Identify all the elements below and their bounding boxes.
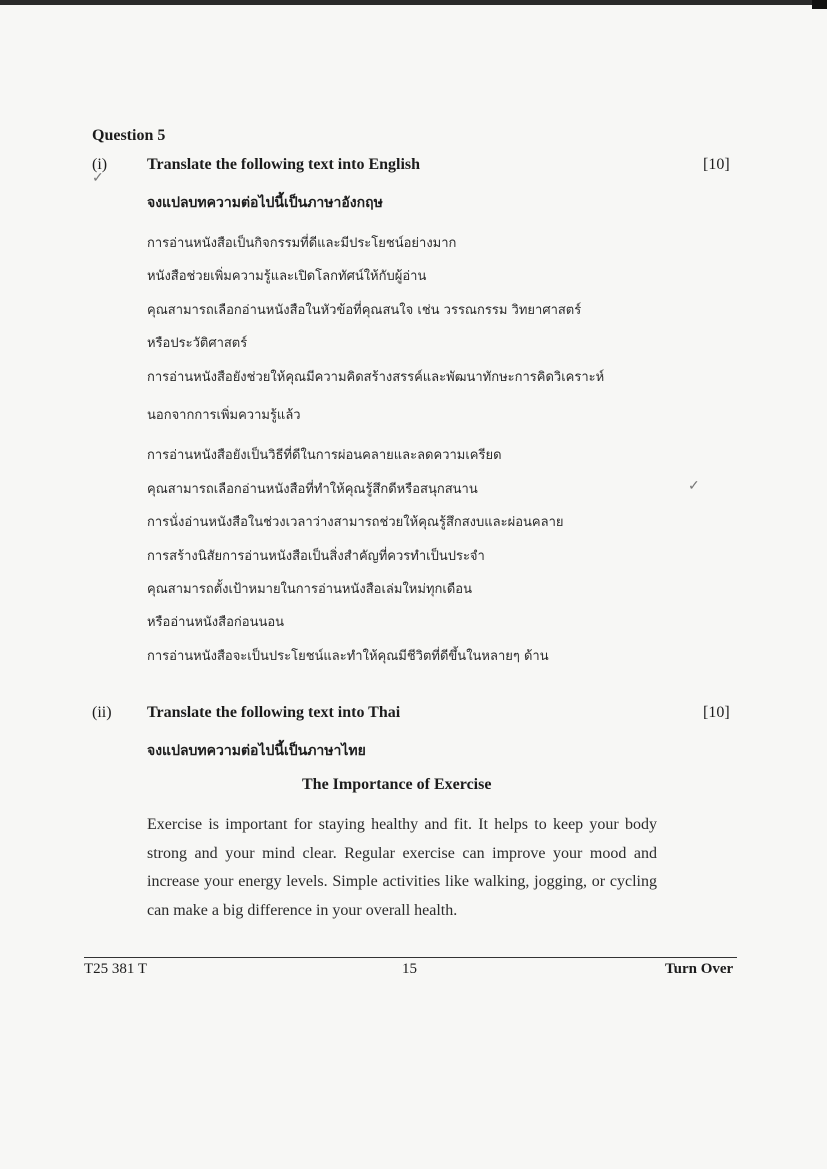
thai-line: การอ่านหนังสือเป็นกิจกรรมที่ดีและมีประโยชน์อย่างมาก	[147, 236, 457, 251]
thai-line: การอ่านหนังสือยังช่วยให้คุณมีความคิดสร้างสรรค์และพัฒนาทักษะการคิดวิเคราะห์	[147, 370, 605, 385]
footer-code: T25 381 T	[84, 961, 148, 977]
thai-line: การอ่านหนังสือจะเป็นประโยชน์และทำให้คุณมีชีวิตที่ดีขึ้นในหลายๆ ด้าน	[147, 649, 549, 664]
passage-paragraph: Exercise is important for staying healthy and fit. It helps to keep your body strong and your mind clear. Regular exercise can improve your mood and increase your energy levels. Simple activities like walking, jogging, or cycling can make a big difference in your overall health.	[147, 816, 657, 919]
thai-line: คุณสามารถตั้งเป้าหมายในการอ่านหนังสือเล่มใหม่ทุกเดือน	[147, 582, 472, 597]
part-i-instruction: Translate the following text into English	[147, 156, 421, 173]
footer-rule	[84, 957, 737, 958]
thai-line: นอกจากการเพิ่มความรู้แล้ว	[147, 408, 301, 423]
part-ii-instruction: Translate the following text into Thai	[147, 704, 401, 721]
part-ii-thai-instruction: จงแปลบทความต่อไปนี้เป็นภาษาไทย	[147, 743, 366, 759]
part-i-number: (i)	[92, 156, 108, 173]
question-title: Question 5	[92, 127, 166, 144]
scan-edge-corner	[812, 0, 827, 9]
thai-line: การอ่านหนังสือยังเป็นวิธีที่ดีในการผ่อนคลายและลดความเครียด	[147, 448, 502, 463]
passage-title: The Importance of Exercise	[302, 776, 492, 793]
thai-line: หรืออ่านหนังสือก่อนนอน	[147, 615, 285, 630]
pencil-tick-icon: ✓	[92, 171, 104, 186]
footer-turn-over: Turn Over	[665, 961, 734, 977]
thai-line: หนังสือช่วยเพิ่มความรู้และเปิดโลกทัศน์ให้กับผู้อ่าน	[147, 269, 427, 284]
thai-line: หรือประวัติศาสตร์	[147, 336, 248, 351]
thai-line: คุณสามารถเลือกอ่านหนังสือที่ทำให้คุณรู้สึกดีหรือสนุกสนาน	[147, 482, 478, 497]
part-ii-marks: [10]	[703, 704, 730, 721]
part-i-marks: [10]	[703, 156, 730, 173]
part-ii-number: (ii)	[92, 704, 112, 721]
thai-line: การนั่งอ่านหนังสือในช่วงเวลาว่างสามารถช่วยให้คุณรู้สึกสงบและผ่อนคลาย	[147, 515, 564, 530]
part-i-thai-instruction: จงแปลบทความต่อไปนี้เป็นภาษาอังกฤษ	[147, 195, 383, 211]
footer-page-number: 15	[402, 961, 417, 977]
thai-line: การสร้างนิสัยการอ่านหนังสือเป็นสิ่งสำคัญที่ควรทำเป็นประจำ	[147, 549, 485, 564]
pencil-tick-icon: ✓	[688, 479, 700, 494]
scan-edge-top	[0, 0, 815, 5]
thai-line: คุณสามารถเลือกอ่านหนังสือในหัวข้อที่คุณสนใจ เช่น วรรณกรรม วิทยาศาสตร์	[147, 303, 582, 318]
